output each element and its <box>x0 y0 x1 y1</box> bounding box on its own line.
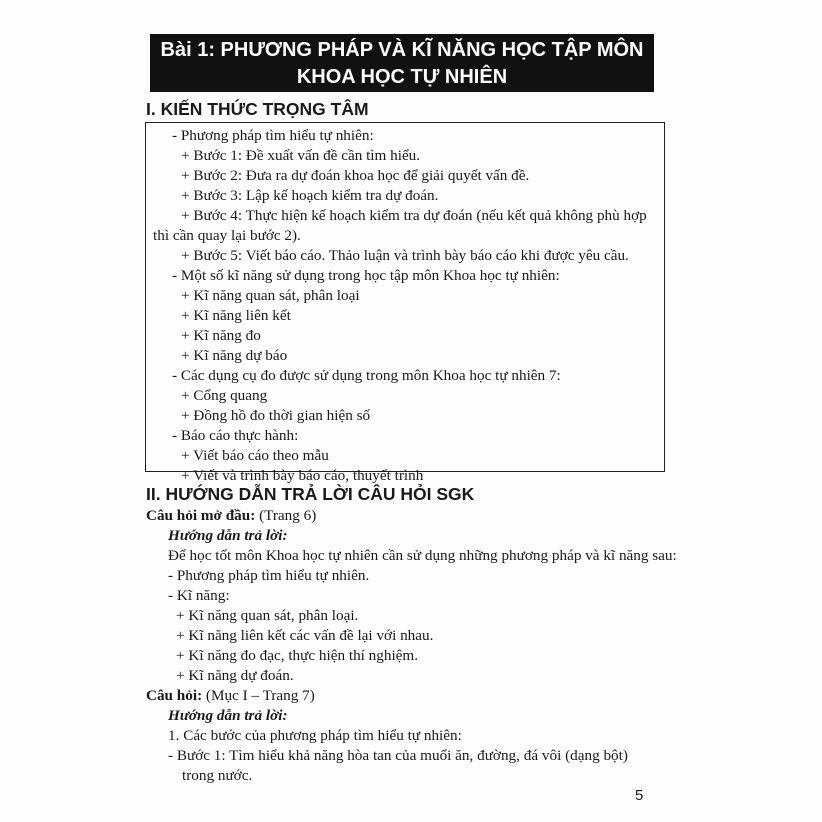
text-line: 1. Các bước của phương pháp tìm hiểu tự nhiên: <box>168 727 462 744</box>
question-label: Câu hỏi: <box>146 687 203 704</box>
text-line: + Kĩ năng liên kết các vấn đề lại với nhau. <box>176 627 434 644</box>
text-line: + Cổng quang <box>181 387 268 404</box>
text-line: + Kĩ năng đo đạc, thực hiện thí nghiệm. <box>176 647 419 664</box>
page-number: 5 <box>635 787 644 804</box>
text-line: + Kĩ năng quan sát, phân loại. <box>176 607 359 624</box>
text-line: + Bước 3: Lập kế hoạch kiểm tra dự đoán. <box>181 187 439 204</box>
text-line: - Bước 1: Tìm hiểu khả năng hòa tan của muối ăn, đường, đá vôi (dạng bột) <box>168 747 628 764</box>
text-line: - Kĩ năng: <box>168 587 230 604</box>
lesson-title-line-1: Bài 1: PHƯƠNG PHÁP VÀ KĨ NĂNG HỌC TẬP MÔN <box>160 39 644 61</box>
section-heading-textbook-answers: II. HƯỚNG DẪN TRẢ LỜI CÂU HỎI SGK <box>146 484 475 504</box>
question-reference: (Trang 6) <box>255 507 317 524</box>
text-line: + Kĩ năng quan sát, phân loại <box>181 287 360 304</box>
text-line: + Bước 4: Thực hiện kế hoạch kiểm tra dự đoán (nếu kết quả không phù hợp <box>181 207 647 224</box>
text-line: thì cần quay lại bước 2). <box>153 227 301 244</box>
question-label: Câu hỏi mở đầu: <box>146 507 256 524</box>
question-section-i <box>146 686 315 705</box>
text-line: + Kĩ năng dự báo <box>181 347 288 364</box>
text-line: + Bước 5: Viết báo cáo. Thảo luận và trình bày báo cáo khi được yêu cầu. <box>181 247 629 264</box>
question-reference: (Mục I – Trang 7) <box>202 687 315 704</box>
text-line: + Kĩ năng đo <box>181 327 261 344</box>
text-line: Để học tốt môn Khoa học tự nhiên cần sử dụng những phương pháp và kĩ năng sau: <box>168 547 677 564</box>
question-opening <box>146 506 316 525</box>
lesson-title-banner <box>150 34 654 92</box>
text-line: - Phương pháp tìm hiểu tự nhiên: <box>172 127 374 144</box>
text-line: + Bước 2: Đưa ra dự đoán khoa học để giải quyết vấn đề. <box>181 167 530 184</box>
text-line: + Đồng hồ đo thời gian hiện số <box>181 407 371 424</box>
text-line: + Bước 1: Đề xuất vấn đề cần tìm hiểu. <box>181 147 421 164</box>
text-line: - Báo cáo thực hành: <box>172 427 299 444</box>
text-line: - Phương pháp tìm hiểu tự nhiên. <box>168 567 370 584</box>
text-line: - Các dụng cụ đo được sử dụng trong môn Khoa học tự nhiên 7: <box>172 367 561 384</box>
text-line: + Kĩ năng dự đoán. <box>176 667 294 684</box>
text-line: - Một số kĩ năng sử dụng trong học tập môn Khoa học tự nhiên: <box>172 267 560 284</box>
answer-guide-heading: Hướng dẫn trả lời: <box>168 527 288 544</box>
answer-guide-heading: Hướng dẫn trả lời: <box>168 707 288 724</box>
text-line: + Viết báo cáo theo mẫu <box>181 447 329 464</box>
text-line: + Kĩ năng liên kết <box>181 307 291 324</box>
text-line: + Viết và trình bày báo cáo, thuyết trình <box>181 467 424 484</box>
text-line: trong nước. <box>182 767 253 784</box>
section-heading-key-knowledge: I. KIẾN THỨC TRỌNG TÂM <box>146 99 369 119</box>
lesson-title-line-2: KHOA HỌC TỰ NHIÊN <box>296 66 508 88</box>
